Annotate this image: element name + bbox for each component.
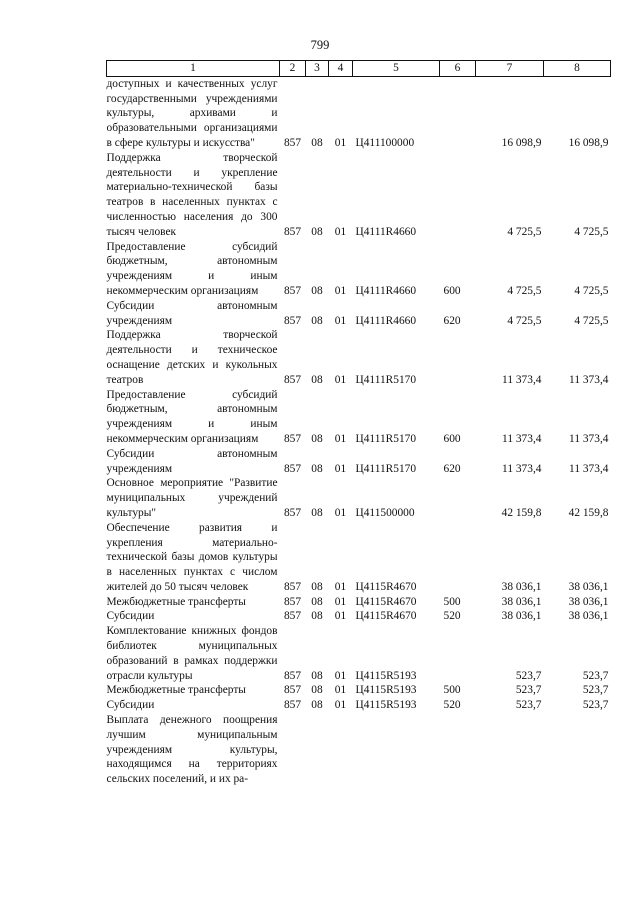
row-name: Субсидии автономным учреждениям — [106, 447, 278, 475]
row-csr: Ц4111R5170 — [355, 432, 417, 445]
row-name: Поддержка творческой деятельности и техническое оснащение детских и кукольных театров — [106, 329, 278, 386]
row-vr: 500 — [443, 595, 461, 608]
row-sum2: 42 159,8 — [568, 506, 609, 519]
row-name: Обеспечение развития и укрепления материально-технической базы домов культуры в населенных пунктах с числом жителей до 50 тысяч человек — [106, 521, 278, 593]
table-row — [107, 388, 611, 447]
row-rz: 08 — [311, 136, 323, 149]
row-sum2: 523,7 — [582, 699, 609, 712]
row-name: Комплектование книжных фондов библиотек муниципальных образований в рамках поддержки отрасли культуры — [106, 625, 278, 682]
row-vr — [440, 521, 476, 595]
page-number: 799 — [310, 38, 330, 52]
row-sum1: 38 036,1 — [501, 595, 542, 608]
row-sum1: 42 159,8 — [501, 506, 542, 519]
row-pr: 01 — [334, 284, 347, 297]
row-sum1: 523,7 — [515, 699, 542, 712]
row-ved: 857 — [283, 314, 302, 327]
row-pr: 01 — [334, 225, 347, 238]
row-pr: 01 — [334, 432, 347, 445]
row-csr: Ц4115R5193 — [355, 684, 417, 697]
row-sum1: 4 725,5 — [507, 284, 542, 297]
row-vr — [440, 624, 476, 683]
table-row — [107, 595, 611, 610]
row-pr: 01 — [334, 699, 347, 712]
row-sum2: 16 098,9 — [568, 136, 609, 149]
row-rz: 08 — [311, 432, 323, 445]
table-row — [107, 713, 611, 787]
row-pr: 01 — [334, 136, 347, 149]
row-ved: 857 — [283, 462, 302, 475]
row-rz: 08 — [311, 610, 323, 623]
row-sum2: 38 036,1 — [568, 580, 609, 593]
row-sum1: 11 373,4 — [502, 462, 542, 475]
row-vr: 500 — [443, 684, 461, 697]
column-header-vr: 6 — [440, 61, 476, 77]
row-rz: 08 — [311, 284, 323, 297]
row-vr: 600 — [443, 284, 461, 297]
row-ved: 857 — [283, 284, 302, 297]
row-csr: Ц4115R4670 — [355, 610, 417, 623]
table-row — [107, 609, 611, 624]
row-name: Межбюджетные трансферты — [106, 684, 246, 697]
row-name: Основное мероприятие "Развитие муниципальных учреждений культуры" — [106, 477, 278, 519]
column-header-name: 1 — [107, 61, 280, 77]
row-rz: 08 — [311, 684, 323, 697]
row-rz: 08 — [311, 506, 323, 519]
column-header-row — [107, 61, 611, 77]
row-vr — [440, 151, 476, 240]
row-sum1: 11 373,4 — [502, 432, 542, 445]
row-name: Субсидии автономным учреждениям — [106, 299, 278, 327]
budget-table-body — [107, 76, 611, 787]
row-ved: 857 — [283, 699, 302, 712]
row-sum2: 4 725,5 — [574, 314, 609, 327]
row-sum1: 38 036,1 — [501, 580, 542, 593]
row-ved: 857 — [283, 506, 302, 519]
row-pr: 01 — [334, 669, 347, 682]
row-sum1: 4 725,5 — [507, 225, 542, 238]
column-header-pr: 4 — [329, 61, 353, 77]
table-row — [107, 240, 611, 299]
row-pr: 01 — [334, 580, 347, 593]
row-name: Предоставление субсидий бюджетным, автономным учреждениям и иным некоммерческим организациям — [106, 388, 278, 445]
row-sum1: 16 098,9 — [501, 136, 542, 149]
table-row — [107, 683, 611, 698]
row-rz: 08 — [311, 699, 323, 712]
row-vr: 520 — [443, 610, 461, 623]
row-pr: 01 — [334, 506, 347, 519]
table-row — [107, 447, 611, 477]
row-ved: 857 — [283, 136, 302, 149]
table-row — [107, 76, 611, 150]
row-csr: Ц4111R5170 — [355, 462, 417, 475]
table-row — [107, 476, 611, 520]
row-vr: 520 — [443, 699, 461, 712]
row-pr: 01 — [334, 373, 347, 386]
row-vr — [440, 476, 476, 520]
row-rz: 08 — [311, 595, 323, 608]
row-sum2: 4 725,5 — [574, 284, 609, 297]
row-pr: 01 — [334, 314, 347, 327]
column-header-sum1: 7 — [476, 61, 544, 77]
row-rz: 08 — [311, 373, 323, 386]
row-name: Поддержка творческой деятельности и укрепление материально-технической базы театров в населенных пунктах с численностью населения до 300 тысяч человек — [106, 151, 278, 238]
row-sum2: 38 036,1 — [568, 610, 609, 623]
table-row — [107, 624, 611, 683]
row-vr — [440, 713, 476, 787]
row-ved: 857 — [283, 432, 302, 445]
row-ved: 857 — [283, 669, 302, 682]
row-csr: Ц411100000 — [355, 136, 415, 149]
row-pr — [329, 713, 353, 787]
row-csr: Ц4111R4660 — [355, 284, 417, 297]
row-sum2: 4 725,5 — [574, 225, 609, 238]
row-pr: 01 — [334, 684, 347, 697]
row-sum2: 523,7 — [582, 669, 609, 682]
row-csr: Ц4115R5193 — [355, 699, 417, 712]
row-pr: 01 — [334, 595, 347, 608]
row-vr — [440, 76, 476, 150]
table-row — [107, 151, 611, 240]
column-header-ved: 2 — [280, 61, 306, 77]
row-ved: 857 — [283, 684, 302, 697]
row-sum1: 38 036,1 — [501, 610, 542, 623]
row-rz: 08 — [311, 314, 323, 327]
row-rz: 08 — [311, 225, 323, 238]
column-header-sum2: 8 — [544, 61, 611, 77]
row-pr: 01 — [334, 462, 347, 475]
row-name: Предоставление субсидий бюджетным, автономным учреждениям и иным некоммерческим организациям — [106, 240, 278, 297]
row-sum1 — [476, 713, 544, 787]
row-name: Выплата денежного поощрения лучшим муниципальным учреждениям культуры, находящимся на территориях сельских поселений, и их ра- — [106, 714, 278, 786]
row-sum2: 11 373,4 — [569, 432, 609, 445]
row-ved: 857 — [283, 373, 302, 386]
row-sum2: 38 036,1 — [568, 595, 609, 608]
row-name: доступных и качественных услуг государственными учреждениями культуры, архивами и образовательными организациями в сфере культуры и искусства" — [106, 77, 278, 149]
row-rz: 08 — [311, 462, 323, 475]
table-row — [107, 521, 611, 595]
column-header-csr: 5 — [353, 61, 440, 77]
row-ved: 857 — [283, 225, 302, 238]
row-csr: Ц4115R4670 — [355, 580, 417, 593]
row-csr: Ц4111R4660 — [355, 225, 417, 238]
row-vr — [440, 328, 476, 387]
row-ved — [280, 713, 306, 787]
row-vr: 600 — [443, 432, 461, 445]
row-rz: 08 — [311, 580, 323, 593]
row-rz — [306, 713, 329, 787]
row-csr: Ц411500000 — [355, 506, 415, 519]
row-csr: Ц4111R4660 — [355, 314, 417, 327]
column-header-rz: 3 — [306, 61, 329, 77]
row-csr — [353, 713, 440, 787]
row-sum1: 11 373,4 — [502, 373, 542, 386]
table-row — [107, 328, 611, 387]
table-row — [107, 299, 611, 329]
row-csr: Ц4111R5170 — [355, 373, 417, 386]
row-pr: 01 — [334, 610, 347, 623]
row-vr: 620 — [443, 462, 461, 475]
table-row — [107, 698, 611, 713]
budget-table — [106, 60, 611, 787]
row-sum2 — [544, 713, 611, 787]
row-name: Межбюджетные трансферты — [106, 595, 246, 608]
row-sum1: 523,7 — [515, 669, 542, 682]
row-name: Субсидии — [106, 610, 155, 623]
row-sum2: 11 373,4 — [569, 373, 609, 386]
row-csr: Ц4115R5193 — [355, 669, 417, 682]
row-sum1: 4 725,5 — [507, 314, 542, 327]
row-ved: 857 — [283, 610, 302, 623]
row-sum2: 523,7 — [582, 684, 609, 697]
row-rz: 08 — [311, 669, 323, 682]
row-ved: 857 — [283, 595, 302, 608]
row-csr: Ц4115R4670 — [355, 595, 417, 608]
row-name: Субсидии — [106, 699, 155, 712]
row-vr: 620 — [443, 314, 461, 327]
row-sum1: 523,7 — [515, 684, 542, 697]
row-ved: 857 — [283, 580, 302, 593]
row-sum2: 11 373,4 — [569, 462, 609, 475]
